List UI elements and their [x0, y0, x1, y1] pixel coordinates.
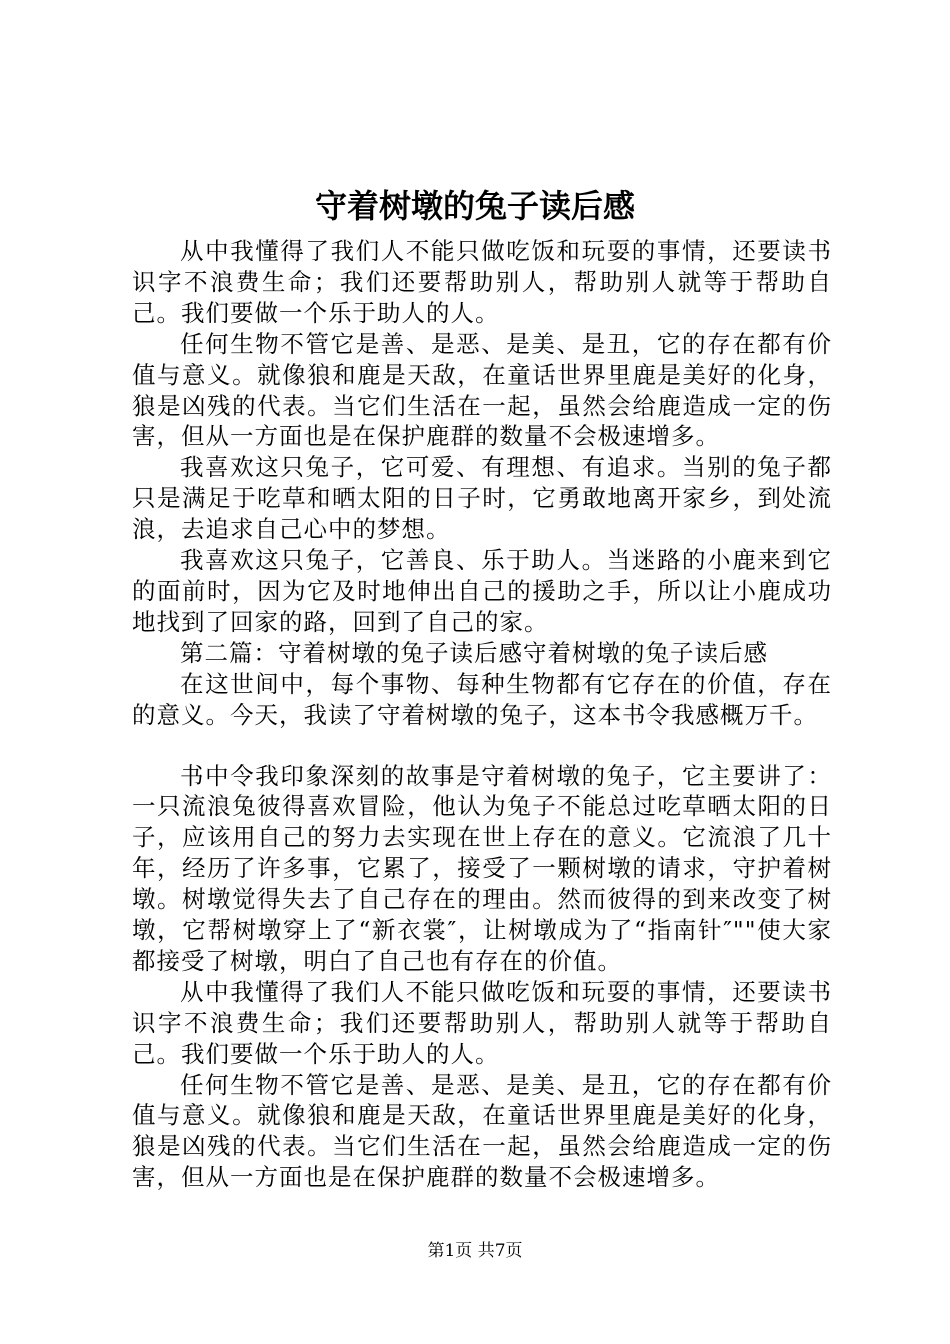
page-title: 守着树墩的兔子读后感	[314, 187, 635, 225]
paragraph: 任何生物不管它是善、是恶、是美、是丑，它的存在都有价值与意义。就像狼和鹿是天敌，在童话世界里鹿是美好的化身，狼是凶残的代表。当它们生活在一起，虽然会给鹿造成一定的伤害，但从一方面也是在保护鹿群的数量不会极速增多。	[132, 329, 832, 451]
paragraph: 从中我懂得了我们人不能只做吃饭和玩耍的事情，还要读书识字不浪费生命；我们还要帮助别人，帮助别人就等于帮助自己。我们要做一个乐于助人的人。	[132, 237, 832, 327]
page-indicator: 第1页 共7页	[427, 1241, 523, 1261]
paragraph: 书中令我印象深刻的故事是守着树墩的兔子，它主要讲了：一只流浪兔彼得喜欢冒险，他认为兔子不能总过吃草晒太阳的日子，应该用自己的努力去实现在世上存在的意义。它流浪了几十年，经历了许多事，它累了，接受了一颗树墩的请求，守护着树墩。树墩觉得失去了自己存在的理由。然而彼得的到来改变了树墩，它帮树墩穿上了“新衣裳″，让树墩成为了“指南针″""使大家都接受了树墩，明白了自己也有存在的价值。	[132, 761, 832, 975]
document-body	[132, 236, 832, 1193]
paragraph: 我喜欢这只兔子，它可爱、有理想、有追求。当别的兔子都只是满足于吃草和晒太阳的日子时，它勇敢地离开家乡，到处流浪，去追求自己心中的梦想。	[132, 453, 832, 544]
section-heading: 第二篇：守着树墩的兔子读后感守着树墩的兔子读后感	[180, 638, 768, 667]
paragraph: 任何生物不管它是善、是恶、是美、是丑，它的存在都有价值与意义。就像狼和鹿是天敌，在童话世界里鹿是美好的化身，狼是凶残的代表。当它们生活在一起，虽然会给鹿造成一定的伤害，但从一方面也是在保护鹿群的数量不会极速增多。	[132, 1070, 832, 1192]
paragraph: 从中我懂得了我们人不能只做吃饭和玩耍的事情，还要读书识字不浪费生命；我们还要帮助别人，帮助别人就等于帮助自己。我们要做一个乐于助人的人。	[132, 977, 832, 1068]
paragraph: 在这世间中，每个事物、每种生物都有它存在的价值，存在的意义。今天，我读了守着树墩的兔子，这本书令我感概万千。	[132, 669, 832, 729]
paragraph: 我喜欢这只兔子，它善良、乐于助人。当迷路的小鹿来到它的面前时，因为它及时地伸出自己的援助之手，所以让小鹿成功地找到了回家的路，回到了自己的家。	[132, 546, 832, 636]
